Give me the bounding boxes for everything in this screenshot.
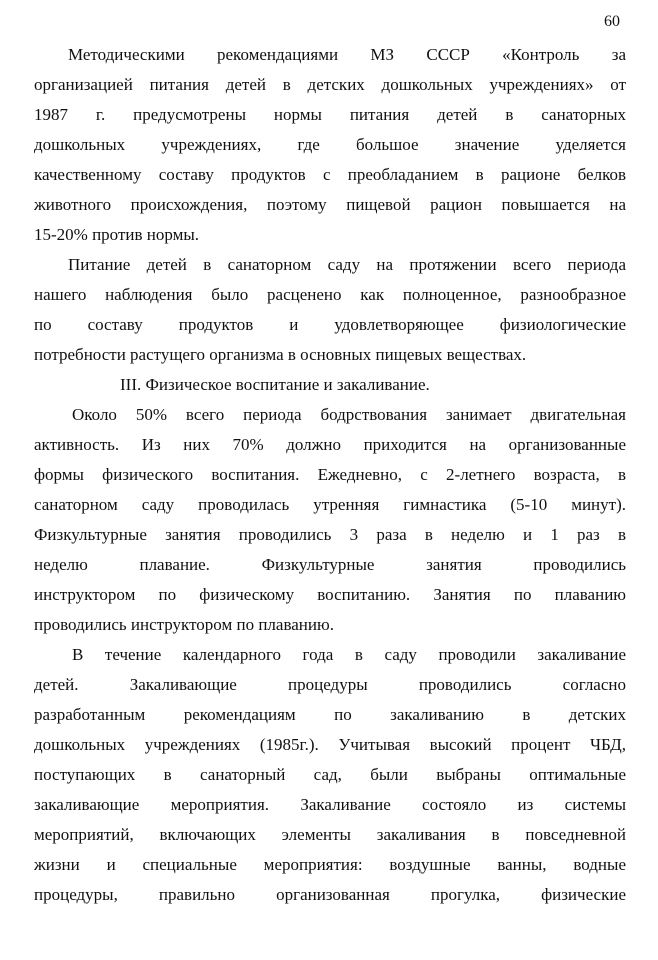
text-line: дошкольных учреждениях, где большое значение уделяется [34, 135, 626, 154]
paragraph-nutrition-assessment [34, 250, 626, 370]
text-line: животного происхождения, поэтому пищевой рацион повышается на [34, 195, 626, 214]
text-line: формы физического воспитания. Ежедневно, с 2-летнего возраста, в [34, 465, 626, 484]
text-line: разработанным рекомендациям по закаливанию в детских [34, 705, 626, 724]
text-line: организацией питания детей в детских дошкольных учреждениях» от [34, 75, 626, 94]
text-line: активность. Из них 70% должно приходится на организованные [34, 435, 626, 454]
text-line: качественному составу продуктов с преобладанием в рационе белков [34, 165, 626, 184]
text-line: 1987 г. предусмотрены нормы питания детей в санаторных [34, 105, 626, 124]
text-line: 15-20% против нормы. [34, 225, 200, 244]
text-line: по составу продуктов и удовлетворяющее физиологические [34, 315, 626, 334]
text-line: В течение календарного года в саду проводили закаливание [72, 645, 626, 664]
text-line: проводились инструктором по плаванию. [34, 615, 334, 634]
text-line: санаторном саду проводилась утренняя гимнастика (5-10 минут). [34, 495, 626, 514]
text-line: Около 50% всего периода бодрствования занимает двигательная [72, 405, 626, 424]
text-line: неделю плавание. Физкультурные занятия проводились [34, 555, 626, 574]
text-line: Методическими рекомендациями МЗ СССР «Контроль за [68, 45, 626, 64]
text-line: инструктором по физическому воспитанию. Занятия по плаванию [34, 585, 626, 604]
text-line: поступающих в санаторный сад, были выбраны оптимальные [34, 765, 626, 784]
text-line: Физкультурные занятия проводились 3 раза в неделю и 1 раз в [34, 525, 626, 544]
section-heading: III. Физическое воспитание и закаливание. [120, 375, 430, 394]
text-line: процедуры, правильно организованная прогулка, физические [34, 885, 626, 904]
page-number: 60 [604, 13, 620, 30]
text-line: жизни и специальные мероприятия: воздушные ванны, водные [34, 855, 626, 874]
text-line: потребности растущего организма в основных пищевых веществах. [34, 345, 527, 364]
text-line: детей. Закаливающие процедуры проводились согласно [34, 675, 626, 694]
text-line: Питание детей в санаторном саду на протяжении всего периода [68, 255, 626, 274]
paragraph-nutrition-norms [34, 40, 626, 250]
paragraph-hardening [34, 640, 626, 910]
text-line: мероприятий, включающих элементы закаливания в повседневной [34, 825, 626, 844]
body-text [34, 40, 626, 910]
paragraph-physical-activity [34, 400, 626, 640]
text-line: закаливающие мероприятия. Закаливание состояло из системы [34, 795, 626, 814]
text-line: нашего наблюдения было расценено как полноценное, разнообразное [34, 285, 626, 304]
text-line: дошкольных учреждениях (1985г.). Учитывая высокий процент ЧБД, [34, 735, 626, 754]
